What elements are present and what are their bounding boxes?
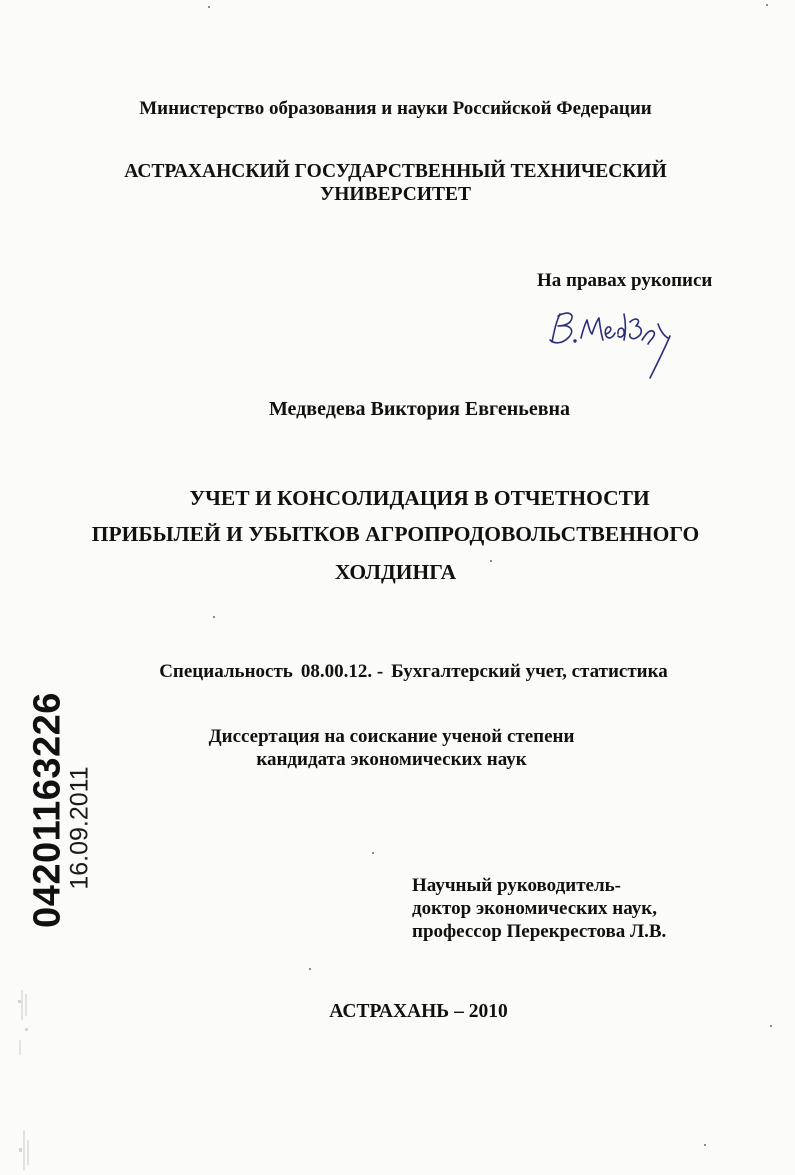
supervisor-line-1: Научный руководитель- (412, 875, 621, 896)
city-year: АСТРАХАНЬ – 2010 (329, 1001, 508, 1022)
author-name: Медведева Виктория Евгеньевна (268, 398, 571, 420)
scan-speck (704, 1144, 706, 1146)
ministry-heading: Министерство образования и науки Российской Федерации (139, 98, 652, 119)
scan-speck (770, 1025, 772, 1027)
degree-statement-line-1: Диссертация на соискание ученой степени (208, 726, 575, 747)
scan-speck (766, 4, 768, 6)
specialty-code: 08.00.12. - (300, 661, 384, 682)
manuscript-rights-note: На правах рукописи (537, 270, 713, 291)
specialty-name: Бухгалтерский учет, статистика (391, 661, 668, 682)
handwritten-signature (546, 300, 686, 390)
library-stamp-date: 16.09.2011 (65, 766, 94, 890)
scan-edge-artifact (0, 980, 34, 1175)
dissertation-title-line-1: УЧЕТ И КОНСОЛИДАЦИЯ В ОТЧЕТНОСТИ (189, 486, 650, 510)
supervisor-line-2: доктор экономических наук, (412, 898, 657, 919)
supervisor-line-3: профессор Перекрестова Л.В. (412, 921, 667, 942)
scan-speck (309, 968, 311, 970)
dissertation-title-line-3: ХОЛДИНГА (334, 560, 457, 584)
scan-speck (208, 6, 210, 8)
university-name-line-2: УНИВЕРСИТЕТ (319, 184, 472, 205)
degree-statement-line-2: кандидата экономических наук (256, 749, 527, 770)
scan-speck (490, 560, 492, 562)
dissertation-title-line-2: ПРИБЫЛЕЙ И УБЫТКОВ АГРОПРОДОВОЛЬСТВЕННОГО (91, 522, 700, 546)
specialty-line (16, 662, 795, 681)
library-stamp-number: 04201163226 (26, 692, 69, 928)
scan-speck (372, 852, 374, 854)
university-name-line-1: АСТРАХАНСКИЙ ГОСУДАРСТВЕННЫЙ ТЕХНИЧЕСКИЙ (124, 161, 667, 182)
specialty-label: Специальность (159, 661, 293, 682)
scan-speck (213, 616, 215, 618)
